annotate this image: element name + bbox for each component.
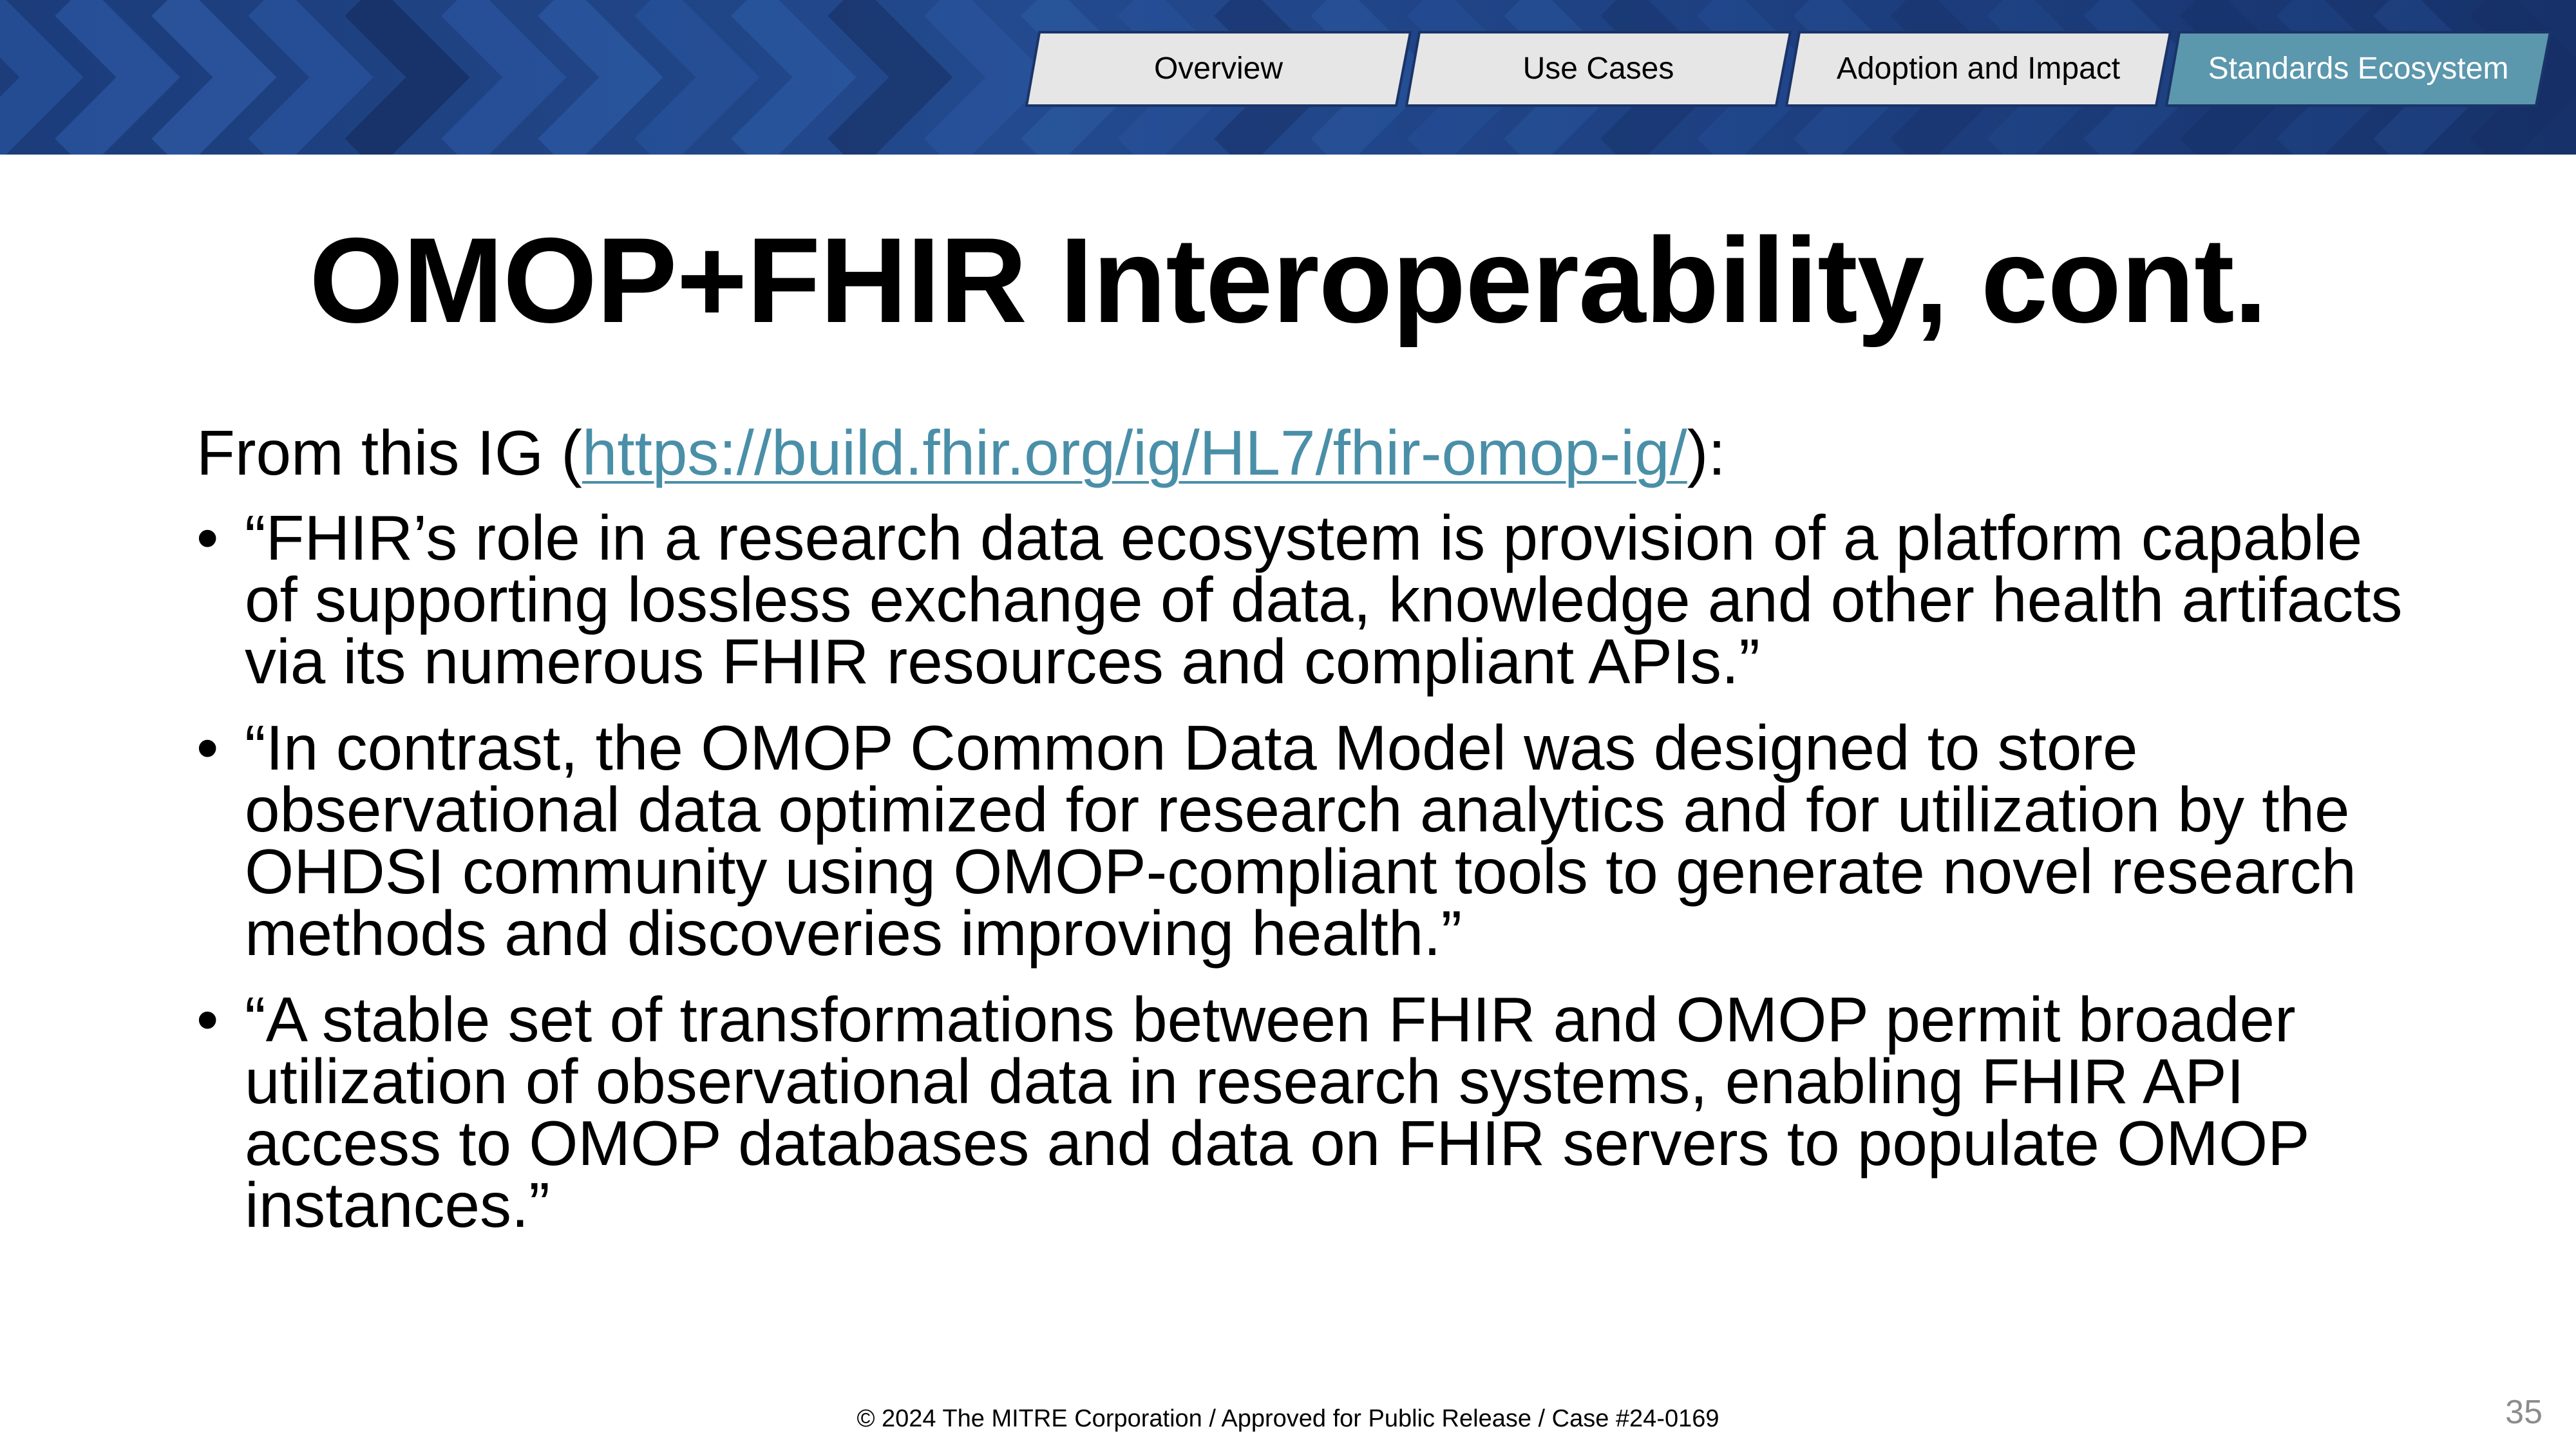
list-item	[196, 984, 2412, 1240]
slide-title: OMOP+FHIR Interoperability, cont.	[309, 213, 2267, 348]
bullet-icon: •	[196, 502, 219, 573]
quote-list	[196, 502, 2412, 1240]
copyright-footer: © 2024 The MITRE Corporation / Approved for Public Release / Case #24-0169	[857, 1405, 1719, 1432]
tab-overview[interactable]	[1025, 31, 1412, 107]
bullet-text: “In contrast, the OMOP Common Data Model was designed to store observational data optimized for research analytics and for utilization by the OHDSI community using OMOP-compliant tools to generate novel research methods and discoveries improving health.”	[245, 712, 2356, 969]
list-item	[196, 502, 2412, 697]
ig-link[interactable]: https://build.fhir.org/ig/HL7/fhir-omop-ig/	[582, 417, 1687, 488]
bullet-text: “FHIR’s role in a research data ecosystem is provision of a platform capable of supporting lossless exchange of data, knowledge and other health artifacts via its numerous FHIR resources and compliant APIs.”	[245, 502, 2403, 697]
tab-label: Standards Ecosystem	[2208, 52, 2509, 86]
tab-label: Overview	[1153, 52, 1283, 86]
slide-body	[196, 417, 2412, 1260]
tab-label: Adoption and Impact	[1836, 52, 2121, 86]
tab-standards-ecosystem[interactable]	[2165, 31, 2552, 107]
tab-label: Use Cases	[1522, 52, 1674, 86]
list-item	[196, 712, 2412, 969]
intro-prefix: From this IG (	[196, 417, 582, 488]
bullet-text: “A stable set of transformations between FHIR and OMOP permit broader utilization of observational data in research systems, enabling FHIR API access to OMOP databases and data on FHIR servers to populate OMOP instances.”	[245, 984, 2309, 1240]
bullet-icon: •	[196, 712, 219, 783]
bullet-icon: •	[196, 984, 219, 1055]
intro-line	[196, 417, 2412, 488]
tab-use-cases[interactable]	[1405, 31, 1792, 107]
tab-adoption-and-impact[interactable]	[1785, 31, 2172, 107]
intro-suffix: ):	[1687, 417, 1726, 488]
page-number: 35	[2505, 1394, 2543, 1431]
